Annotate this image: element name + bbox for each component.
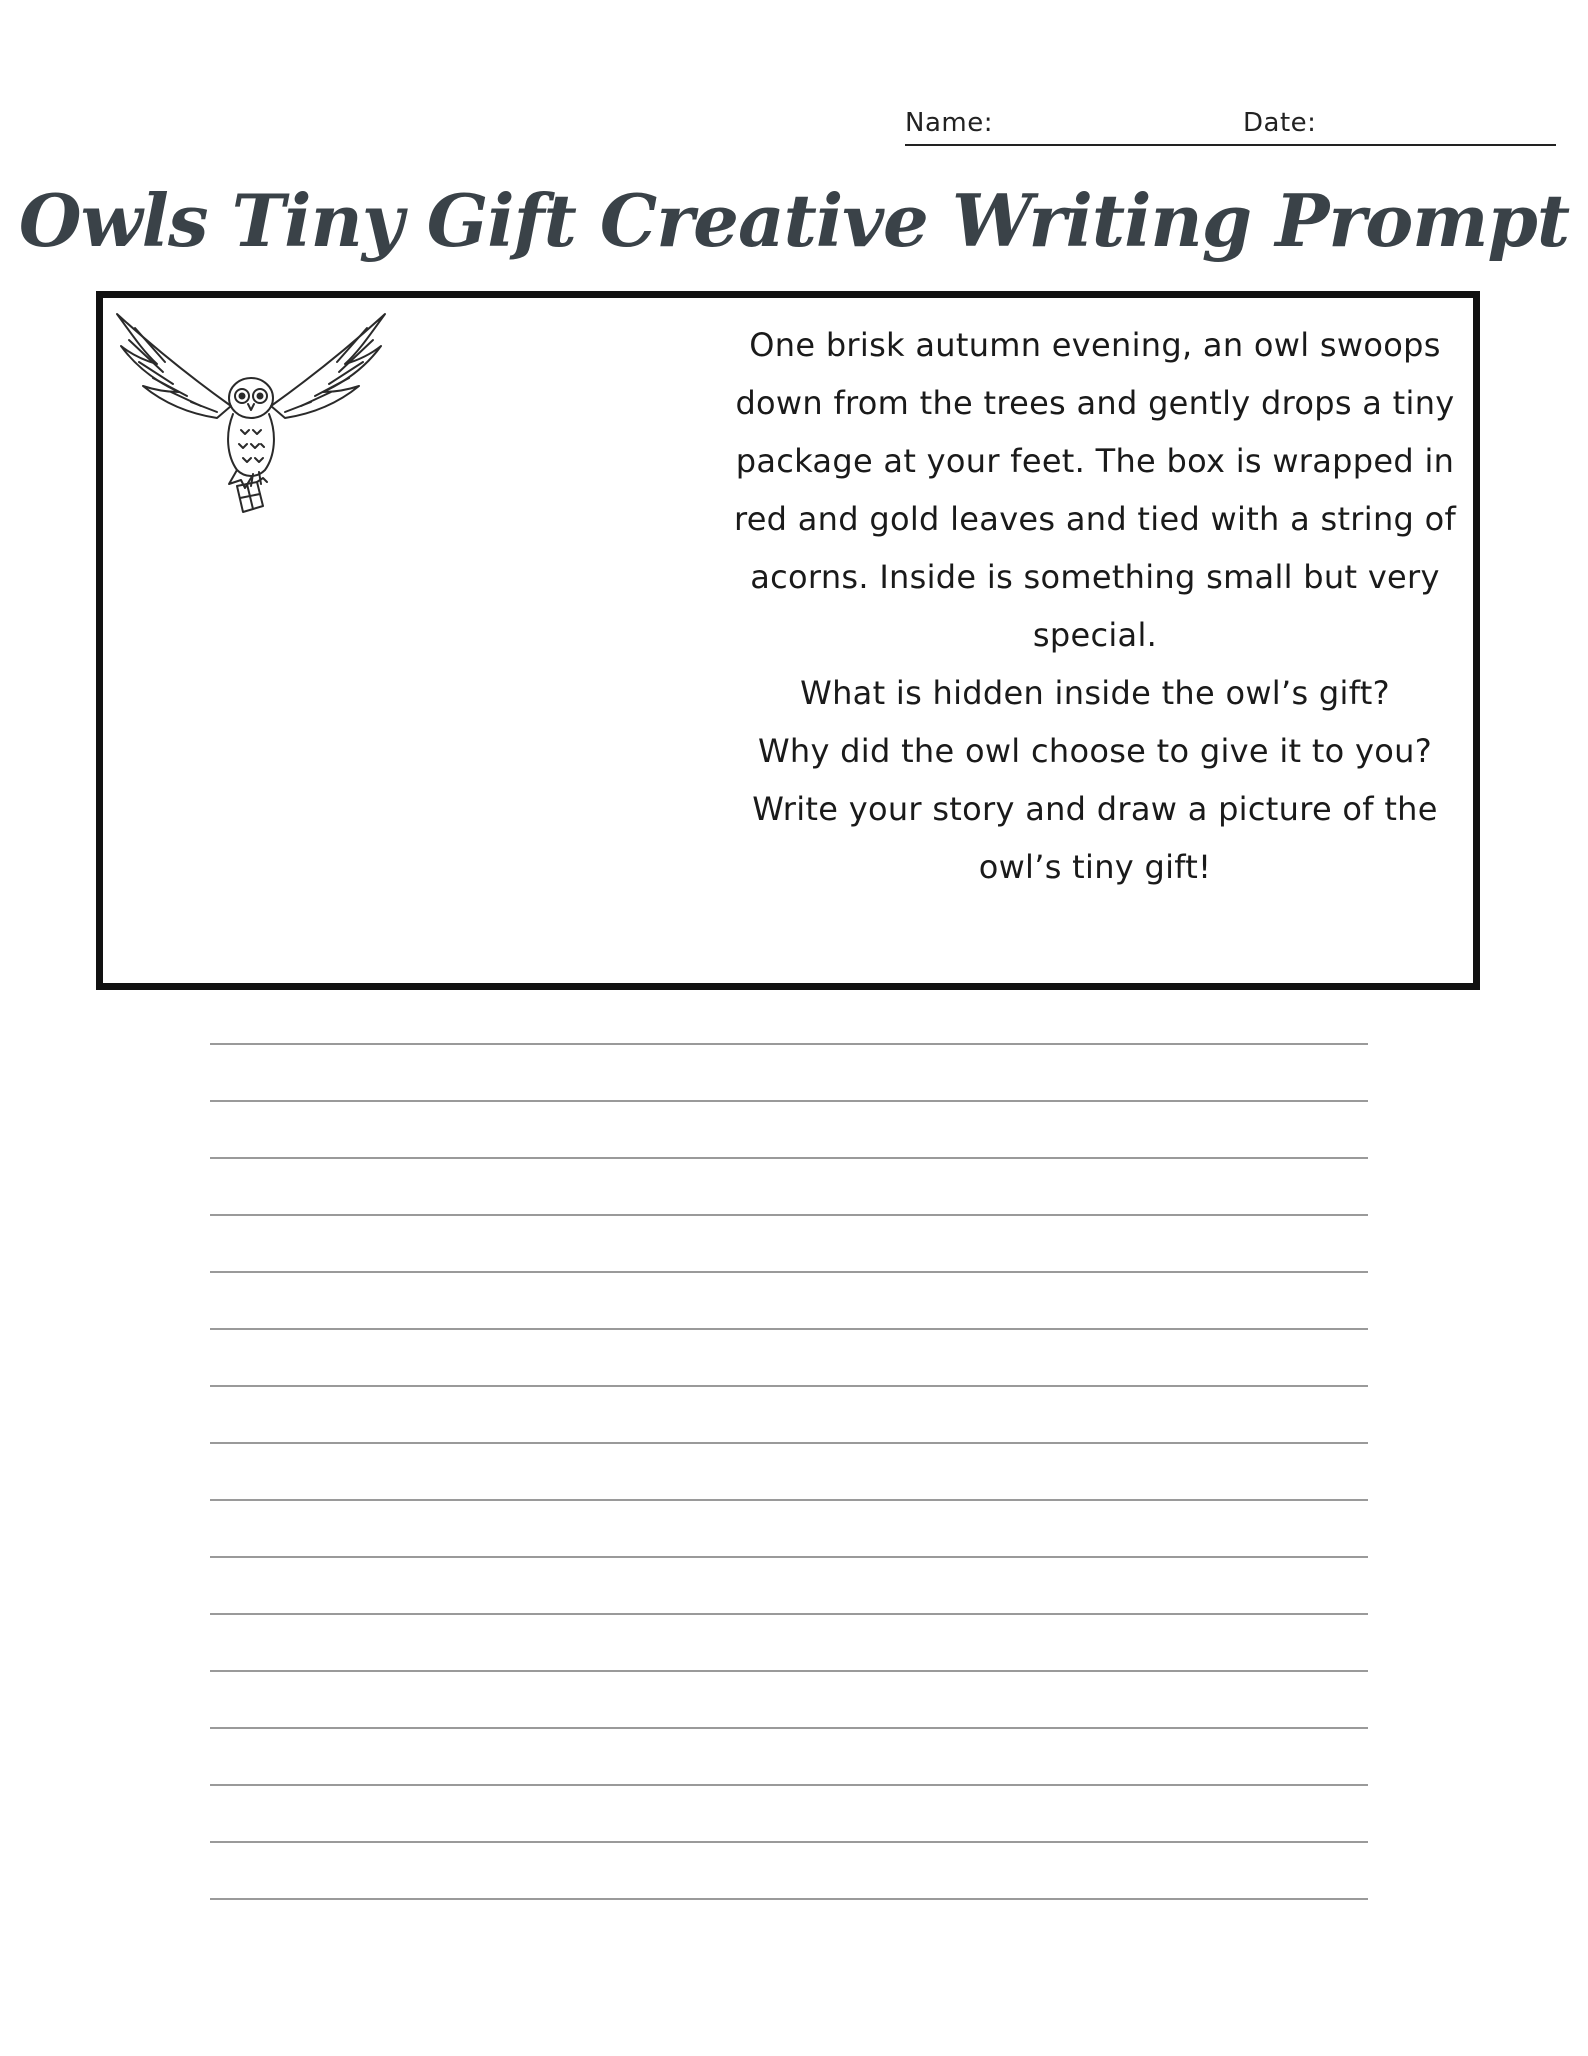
date-label: Date: xyxy=(1243,108,1317,138)
prompt-instruction: Write your story and draw a picture of the owl’s tiny gift! xyxy=(752,790,1438,886)
writing-line[interactable] xyxy=(210,1841,1368,1843)
writing-line[interactable] xyxy=(210,1670,1368,1672)
writing-line[interactable] xyxy=(210,1556,1368,1558)
writing-line[interactable] xyxy=(210,1214,1368,1216)
writing-line[interactable] xyxy=(210,1442,1368,1444)
writing-line[interactable] xyxy=(210,1157,1368,1159)
writing-line[interactable] xyxy=(210,1328,1368,1330)
writing-line[interactable] xyxy=(210,1043,1368,1045)
writing-line[interactable] xyxy=(210,1613,1368,1615)
name-label: Name: xyxy=(905,108,993,138)
name-date-rule xyxy=(905,144,1556,146)
prompt-box xyxy=(96,291,1480,990)
writing-line[interactable] xyxy=(210,1727,1368,1729)
writing-area[interactable] xyxy=(210,1043,1368,1903)
prompt-paragraph: One brisk autumn evening, an owl swoops down from the trees and gently drops a tiny package at your feet. The box is wrapped in red and gold leaves and tied with a string of acorns. Inside is something small but very special. xyxy=(733,326,1457,654)
owl-carrying-gift-icon xyxy=(113,306,389,524)
writing-line[interactable] xyxy=(210,1499,1368,1501)
name-date-header xyxy=(905,106,1556,146)
writing-line[interactable] xyxy=(210,1898,1368,1900)
writing-line[interactable] xyxy=(210,1100,1368,1102)
prompt-text xyxy=(721,316,1469,896)
prompt-question-1: What is hidden inside the owl’s gift? xyxy=(800,674,1390,712)
writing-line[interactable] xyxy=(210,1271,1368,1273)
writing-line[interactable] xyxy=(210,1784,1368,1786)
prompt-question-2: Why did the owl choose to give it to you? xyxy=(757,732,1433,770)
page-title: Owls Tiny Gift Creative Writing Prompt xyxy=(18,178,1570,263)
writing-line[interactable] xyxy=(210,1385,1368,1387)
